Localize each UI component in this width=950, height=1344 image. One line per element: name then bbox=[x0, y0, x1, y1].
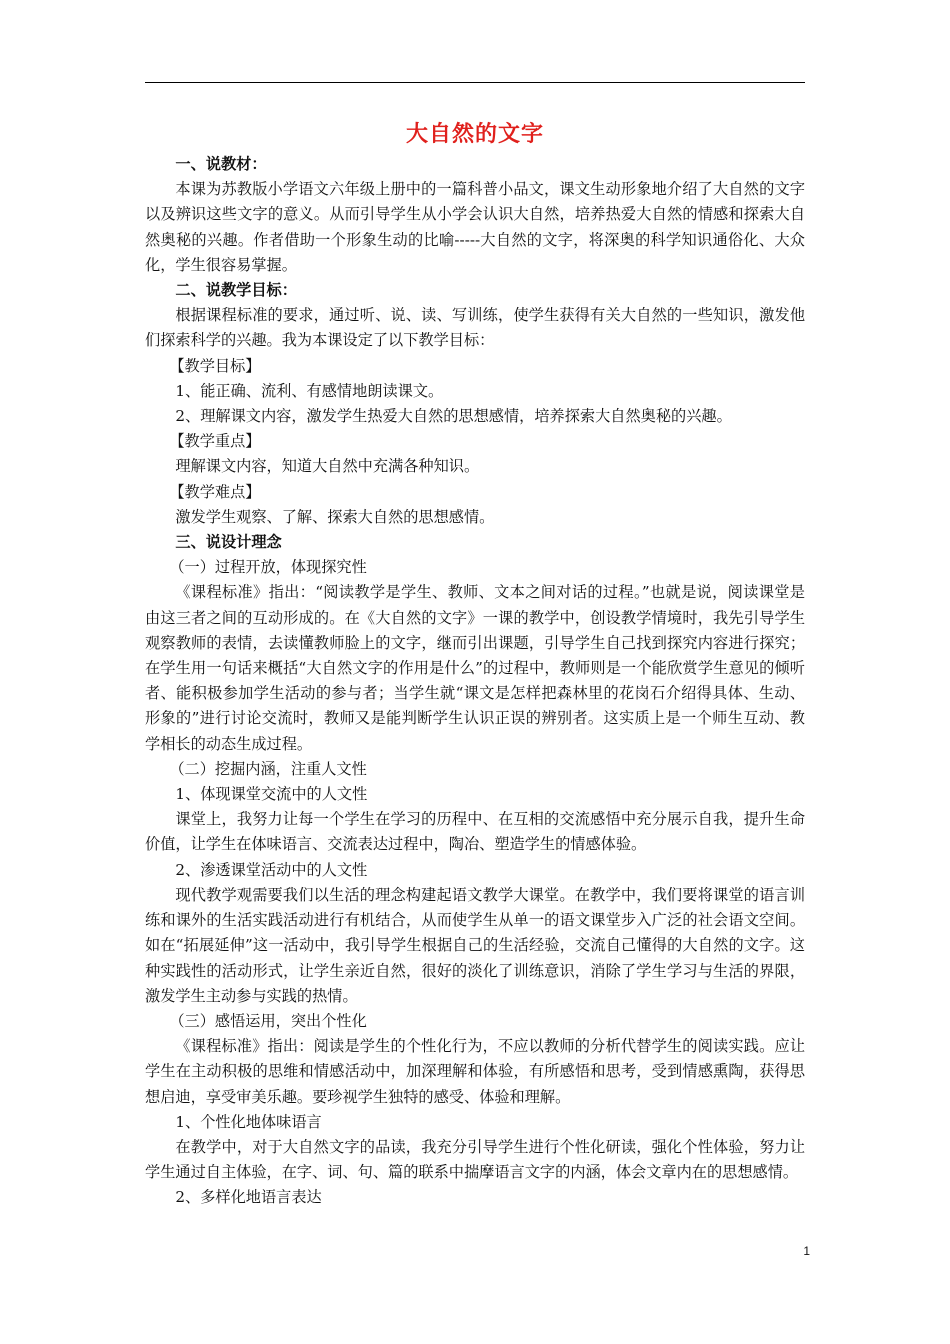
paragraph: 在教学中，对于大自然文字的品读，我充分引导学生进行个性化研读，强化个性体验，努力让学生通过自主体验，在字、词、句、篇的联系中揣摩语言文字的内涵，体会文章内在的思想感情。 bbox=[145, 1137, 805, 1182]
paragraph: 2、渗透课堂活动中的人文性 bbox=[175, 860, 368, 879]
document-body bbox=[145, 152, 805, 1211]
paragraph: 2、多样化地语言表达 bbox=[175, 1188, 322, 1207]
paragraph: 根据课程标准的要求，通过听、说、读、写训练，使学生获得有关大自然的一些知识，激发他们探索科学的兴趣。我为本课设定了以下教学目标： bbox=[145, 306, 805, 350]
paragraph: 1、个性化地体味语言 bbox=[175, 1112, 322, 1131]
paragraph: 2、理解课文内容，激发学生热爱大自然的思想感情，培养探索大自然奥秘的兴趣。 bbox=[175, 407, 732, 426]
subsection-label: （一）过程开放，体现探究性 bbox=[169, 558, 367, 577]
header-rule bbox=[145, 82, 805, 83]
paragraph: 课堂上，我努力让每一个学生在学习的历程中、在互相的交流感悟中充分展示自我，提升生命价值，让学生在体味语言、交流表达过程中，陶冶、塑造学生的情感体验。 bbox=[145, 810, 805, 854]
section-heading: 三、说设计理念 bbox=[175, 533, 282, 552]
subsection-label: 【教学目标】 bbox=[169, 356, 261, 375]
paragraph: 理解课文内容，知道大自然中充满各种知识。 bbox=[175, 457, 480, 476]
subsection-label: （二）挖掘内涵，注重人文性 bbox=[169, 759, 367, 778]
section-heading: 二、说教学目标： bbox=[175, 281, 297, 300]
subsection-label: 【教学重点】 bbox=[169, 432, 261, 451]
subsection-label: 【教学难点】 bbox=[169, 482, 261, 501]
paragraph: 现代教学观需要我们以生活的理念构建起语文教学大课堂。在教学中，我们要将课堂的语言训练和课外的生活实践活动进行有机结合，从而使学生从单一的语文课堂步入广泛的社会语文空间。如在“拓展延伸”这一活动中，我引导学生根据自己的生活经验，交流自己懂得的大自然的文字。这种实践性的活动形式，让学生亲近自然，很好的淡化了训练意识，消除了学生学习与生活的界限，激发学生主动参与实践的热情。 bbox=[145, 885, 805, 1005]
page-number: 1 bbox=[803, 1244, 810, 1258]
paragraph: 本课为苏教版小学语文六年级上册中的一篇科普小品文，课文生动形象地介绍了大自然的文字以及辨识这些文字的意义。从而引导学生从小学会认识大自然，培养热爱大自然的情感和探索大自然奥秘的兴趣。作者借助一个形象生动的比喻-----大自然的文字，将深奥的科学知识通俗化、大众化，学生很容易掌握。 bbox=[145, 180, 805, 274]
paragraph: 1、能正确、流利、有感情地朗读课文。 bbox=[175, 381, 444, 400]
section-heading: 一、说教材： bbox=[175, 155, 267, 173]
document-title: 大自然的文字 bbox=[405, 122, 544, 147]
paragraph: 1、体现课堂交流中的人文性 bbox=[175, 785, 368, 804]
paragraph: 激发学生观察、了解、探索大自然的思想感情。 bbox=[175, 507, 495, 526]
paragraph: 《课程标准》指出：阅读是学生的个性化行为，不应以教师的分析代替学生的阅读实践。应让学生在主动积极的思维和情感活动中，加深理解和体验，有所感悟和思考，受到情感熏陶，获得思想启迪，享受审美乐趣。要珍视学生独特的感受、体验和理解。 bbox=[145, 1037, 805, 1106]
subsection-label: （三）感悟运用，突出个性化 bbox=[169, 1011, 367, 1030]
paragraph: 《课程标准》指出：“阅读教学是学生、教师、文本之间对话的过程。”也就是说，阅读课堂是由这三者之间的互动形成的。在《大自然的文字》一课的教学中，创设教学情境时，我先引导学生观察教师的表情，去读懂教师脸上的文字，继而引出课题，引导学生自己找到探究内容进行探究；在学生用一句话来概括“大自然文字的作用是什么”的过程中，教师则是一个能欣赏学生意见的倾听者、能积极参加学生活动的参与者；当学生就“课文是怎样把森林里的花岗石介绍得具体、生动、形象的”进行讨论交流时，教师又是能判断学生认识正误的辨别者。这实质上是一个师生互动、教学相长的动态生成过程。 bbox=[145, 583, 805, 753]
